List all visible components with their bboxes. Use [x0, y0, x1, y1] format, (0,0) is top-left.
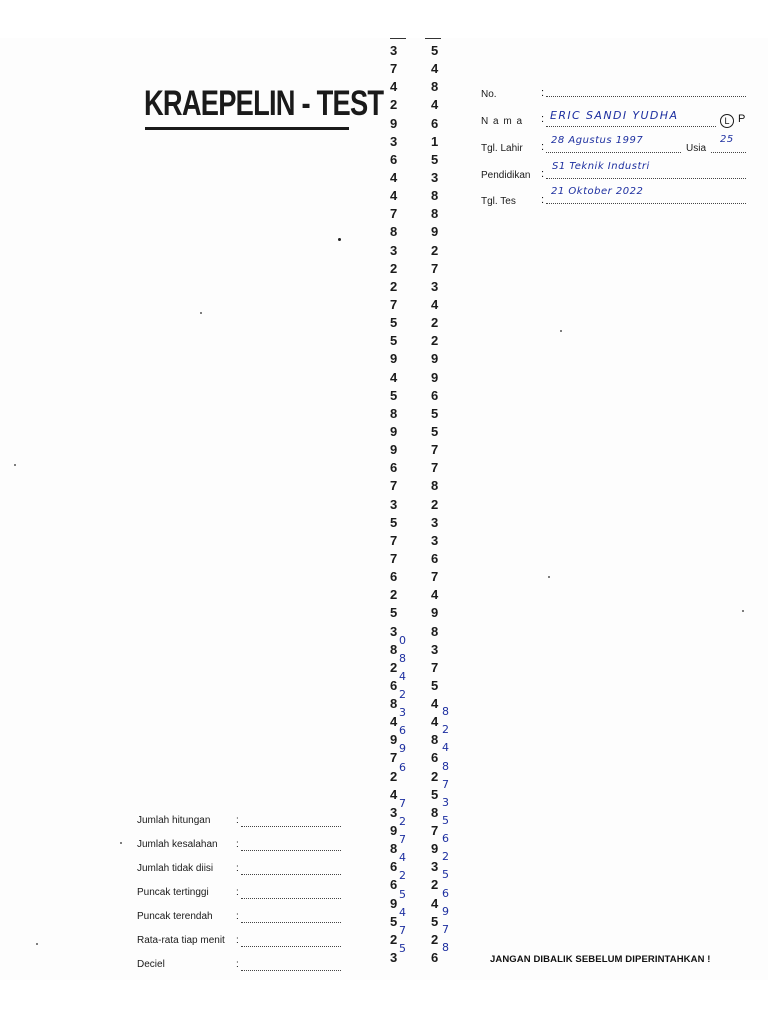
- digit-right: 5: [431, 405, 439, 421]
- digit-left: 4: [390, 169, 398, 185]
- digit-right: 4: [431, 97, 439, 113]
- handwritten-answer: 6: [399, 760, 406, 774]
- digit-left: 2 8: [390, 651, 406, 675]
- digit-right: 4 6: [431, 886, 449, 911]
- digit-right: 3: [431, 514, 439, 530]
- handwritten-answer: 2: [399, 815, 406, 829]
- digit-left: 7 9: [390, 742, 406, 766]
- digit-right: 9: [431, 605, 439, 621]
- summary-label: Jumlah kesalahan: [137, 839, 218, 850]
- digit-right: 6: [431, 115, 439, 131]
- handwritten-answer: 8: [442, 759, 449, 773]
- summary-label: Jumlah tidak diisi: [137, 863, 214, 874]
- digit-right: 8: [431, 79, 439, 95]
- digit-left: 2 6: [390, 760, 406, 784]
- handwritten-answer: 7: [399, 833, 406, 847]
- handwritten-answer: 2: [442, 850, 449, 864]
- handwritten-answer: 5: [442, 814, 449, 828]
- summary-label: Puncak tertinggi: [137, 887, 209, 898]
- digit-left: 7: [390, 532, 398, 548]
- value-nama: ERIC SANDI YUDHA: [550, 109, 679, 122]
- handwritten-answer: 5: [399, 942, 406, 956]
- digit-left: 7: [390, 478, 398, 494]
- handwritten-answer: 2: [442, 723, 449, 737]
- warning-text: JANGAN DIBALIK SEBELUM DIPERINTAHKAN !: [490, 954, 711, 965]
- digit-right: 3: [431, 169, 439, 185]
- digit-right: 2 5: [431, 868, 449, 893]
- summary-label: Rata-rata tiap menit: [137, 935, 225, 946]
- digit-right: 3 2: [431, 850, 449, 875]
- summary-colon: :: [236, 935, 239, 946]
- digit-left: 3: [390, 43, 398, 58]
- handwritten-answer: 8: [442, 941, 449, 955]
- digit-left: 8 7: [390, 833, 406, 857]
- handwritten-answer: 0: [399, 633, 406, 647]
- summary-field[interactable]: [241, 840, 341, 851]
- digit-right: 4 8: [431, 705, 449, 730]
- digit-right: 8 3: [431, 795, 449, 820]
- test-sheet: [0, 38, 768, 980]
- handwritten-answer: 2: [399, 688, 406, 702]
- summary-label: Jumlah hitungan: [137, 815, 211, 826]
- digit-right: 9: [431, 369, 439, 385]
- digit-right: 3: [431, 278, 439, 294]
- handwritten-answer: 8: [442, 705, 449, 719]
- digit-left: 4: [390, 79, 398, 95]
- digit-left: 5: [390, 605, 398, 621]
- digit-left: 6 2: [390, 869, 406, 893]
- handwritten-answer: 4: [442, 741, 449, 755]
- digit-right: 8: [431, 478, 439, 494]
- digit-right: 2 7: [431, 922, 449, 947]
- scan-speck: [200, 312, 202, 314]
- digit-left: 7: [390, 206, 398, 222]
- summary-field[interactable]: [241, 864, 341, 875]
- summary-colon: :: [236, 863, 239, 874]
- digit-left: 4 3: [390, 706, 406, 730]
- digit-right: 8 2: [431, 723, 449, 748]
- scan-speck: [560, 330, 562, 332]
- scan-speck: [742, 610, 744, 612]
- label-nama: N a m a: [481, 116, 524, 127]
- handwritten-answer: 7: [399, 796, 406, 810]
- digit-right: 9 6: [431, 832, 449, 857]
- scan-speck: [548, 576, 550, 578]
- digit-left: 7: [390, 550, 398, 566]
- summary-label: Puncak terendah: [137, 911, 213, 922]
- colon-no: :: [541, 87, 545, 99]
- digit-right: 4: [431, 587, 439, 603]
- handwritten-answer: 9: [442, 904, 449, 918]
- handwritten-answer: 7: [442, 777, 449, 791]
- digit-left: 3: [390, 623, 398, 639]
- handwritten-answer: 2: [399, 869, 406, 883]
- digit-left: 9 6: [390, 724, 406, 748]
- digit-left: 2 7: [390, 923, 406, 947]
- field-no[interactable]: [546, 84, 746, 97]
- label-pendidikan: Pendidikan: [481, 170, 531, 181]
- digit-right: 2 8: [431, 759, 449, 784]
- scan-speck: [338, 238, 341, 241]
- handwritten-answer: 4: [399, 851, 406, 865]
- digit-left: 2: [390, 260, 398, 276]
- colon-tgl-tes: :: [541, 194, 545, 206]
- digit-left: 2: [390, 587, 398, 603]
- digit-left: 6: [390, 569, 398, 585]
- digit-right: 1: [431, 133, 439, 149]
- digit-right: 3: [431, 532, 439, 548]
- summary-colon: :: [236, 839, 239, 850]
- label-tgl-lahir: Tgl. Lahir: [481, 143, 523, 154]
- digit-left: 5: [390, 315, 398, 331]
- digit-right: 5 9: [431, 904, 449, 929]
- summary-colon: :: [236, 887, 239, 898]
- handwritten-answer: 4: [399, 669, 406, 683]
- digit-right: 6: [431, 387, 439, 403]
- summary-colon: :: [236, 815, 239, 826]
- summary-field[interactable]: [241, 936, 341, 947]
- digit-right: 7: [431, 260, 439, 276]
- summary-label: Deciel: [137, 959, 165, 970]
- digit-left: 9 5: [390, 887, 406, 911]
- digit-right: 5: [431, 151, 439, 167]
- digit-right: 7: [431, 569, 439, 585]
- digit-left: 3: [390, 133, 398, 149]
- digit-left: 5: [390, 387, 398, 403]
- digit-left: 6 4: [390, 669, 406, 693]
- digit-right: 2: [431, 333, 439, 349]
- digit-right: 4: [431, 296, 439, 312]
- digit-right: 4: [431, 61, 439, 77]
- summary-field[interactable]: [241, 960, 341, 971]
- digit-right: 3: [431, 641, 439, 657]
- handwritten-answer: 9: [399, 742, 406, 756]
- digit-left: 8 2: [390, 688, 406, 712]
- column-top-rule-left: [390, 38, 406, 39]
- digit-right: 8: [431, 188, 439, 204]
- page-title: KRAEPELIN - TEST: [144, 84, 384, 123]
- scan-speck: [36, 943, 38, 945]
- digit-right: 8: [431, 623, 439, 639]
- summary-colon: :: [236, 959, 239, 970]
- handwritten-answer: 5: [442, 868, 449, 882]
- scan-speck: [14, 464, 16, 466]
- digit-left: 8 0: [390, 633, 406, 657]
- digit-left: 5: [390, 333, 398, 349]
- label-no: No.: [481, 89, 497, 100]
- digit-right: 9: [431, 224, 439, 240]
- digit-right: 7: [431, 442, 439, 458]
- digit-right: 6 8: [431, 941, 449, 966]
- digit-left: 8: [390, 405, 398, 421]
- digit-left: 3: [390, 242, 398, 258]
- digit-left: 4: [390, 786, 398, 802]
- digit-left: 5 4: [390, 905, 406, 929]
- title-underline: [145, 127, 349, 130]
- label-tgl-tes: Tgl. Tes: [481, 196, 516, 207]
- colon-nama: :: [541, 113, 545, 125]
- digit-left: 7: [390, 296, 398, 312]
- digit-right: 6: [431, 550, 439, 566]
- digit-right: 5 7: [431, 777, 449, 802]
- digit-right: 7: [431, 659, 439, 675]
- handwritten-answer: 6: [442, 886, 449, 900]
- digit-left: 2: [390, 278, 398, 294]
- digit-right: 7: [431, 460, 439, 476]
- digit-left: 3 5: [390, 942, 406, 966]
- digit-left: 7: [390, 61, 398, 77]
- digit-left: 6: [390, 151, 398, 167]
- summary-field[interactable]: [241, 888, 341, 899]
- summary-field[interactable]: [241, 816, 341, 827]
- handwritten-answer: 3: [399, 706, 406, 720]
- value-usia: 25: [720, 134, 734, 145]
- digit-right: 9: [431, 351, 439, 367]
- handwritten-answer: 5: [399, 887, 406, 901]
- digit-right: 2: [431, 242, 439, 258]
- digit-right: 7 5: [431, 814, 449, 839]
- digit-left: 9: [390, 115, 398, 131]
- scan-speck: [120, 842, 122, 844]
- digit-left: 8: [390, 224, 398, 240]
- handwritten-answer: 7: [442, 922, 449, 936]
- digit-left: 5: [390, 514, 398, 530]
- digit-left: 2: [390, 97, 398, 113]
- digit-left: 4: [390, 188, 398, 204]
- value-tgl-lahir: 28 Agustus 1997: [551, 135, 644, 146]
- label-usia: Usia: [686, 143, 707, 154]
- value-pendidikan: S1 Teknik Industri: [552, 161, 650, 172]
- digit-left: 9: [390, 442, 398, 458]
- handwritten-answer: 3: [442, 795, 449, 809]
- digit-left: 9: [390, 423, 398, 439]
- number-column-right: [431, 42, 449, 967]
- summary-field[interactable]: [241, 912, 341, 923]
- gender-p[interactable]: P: [738, 113, 746, 125]
- gender-l-circled[interactable]: L: [720, 114, 734, 128]
- digit-left: 6 4: [390, 851, 406, 875]
- digit-right: 6 4: [431, 741, 449, 766]
- digit-right: 4: [431, 696, 439, 712]
- digit-right: 5: [431, 43, 439, 58]
- digit-right: 8: [431, 206, 439, 222]
- handwritten-answer: 7: [399, 923, 406, 937]
- column-top-rule-right: [425, 38, 441, 39]
- digit-left: 6: [390, 460, 398, 476]
- digit-right: 2: [431, 315, 439, 331]
- digit-right: 5: [431, 423, 439, 439]
- summary-colon: :: [236, 911, 239, 922]
- digit-left: 4: [390, 369, 398, 385]
- digit-right: 2: [431, 496, 439, 512]
- digit-right: 5: [431, 677, 439, 693]
- digit-left: 9 2: [390, 815, 406, 839]
- digit-left: 3 7: [390, 796, 406, 820]
- digit-left: 3: [390, 496, 398, 512]
- handwritten-answer: 6: [399, 724, 406, 738]
- digit-left: 9: [390, 351, 398, 367]
- handwritten-answer: 8: [399, 651, 406, 665]
- number-column-left: [390, 42, 406, 967]
- handwritten-answer: 6: [442, 832, 449, 846]
- handwritten-answer: 4: [399, 905, 406, 919]
- colon-tgl-lahir: :: [541, 141, 545, 153]
- colon-pendidikan: :: [541, 168, 545, 180]
- value-tgl-tes: 21 Oktober 2022: [551, 186, 644, 197]
